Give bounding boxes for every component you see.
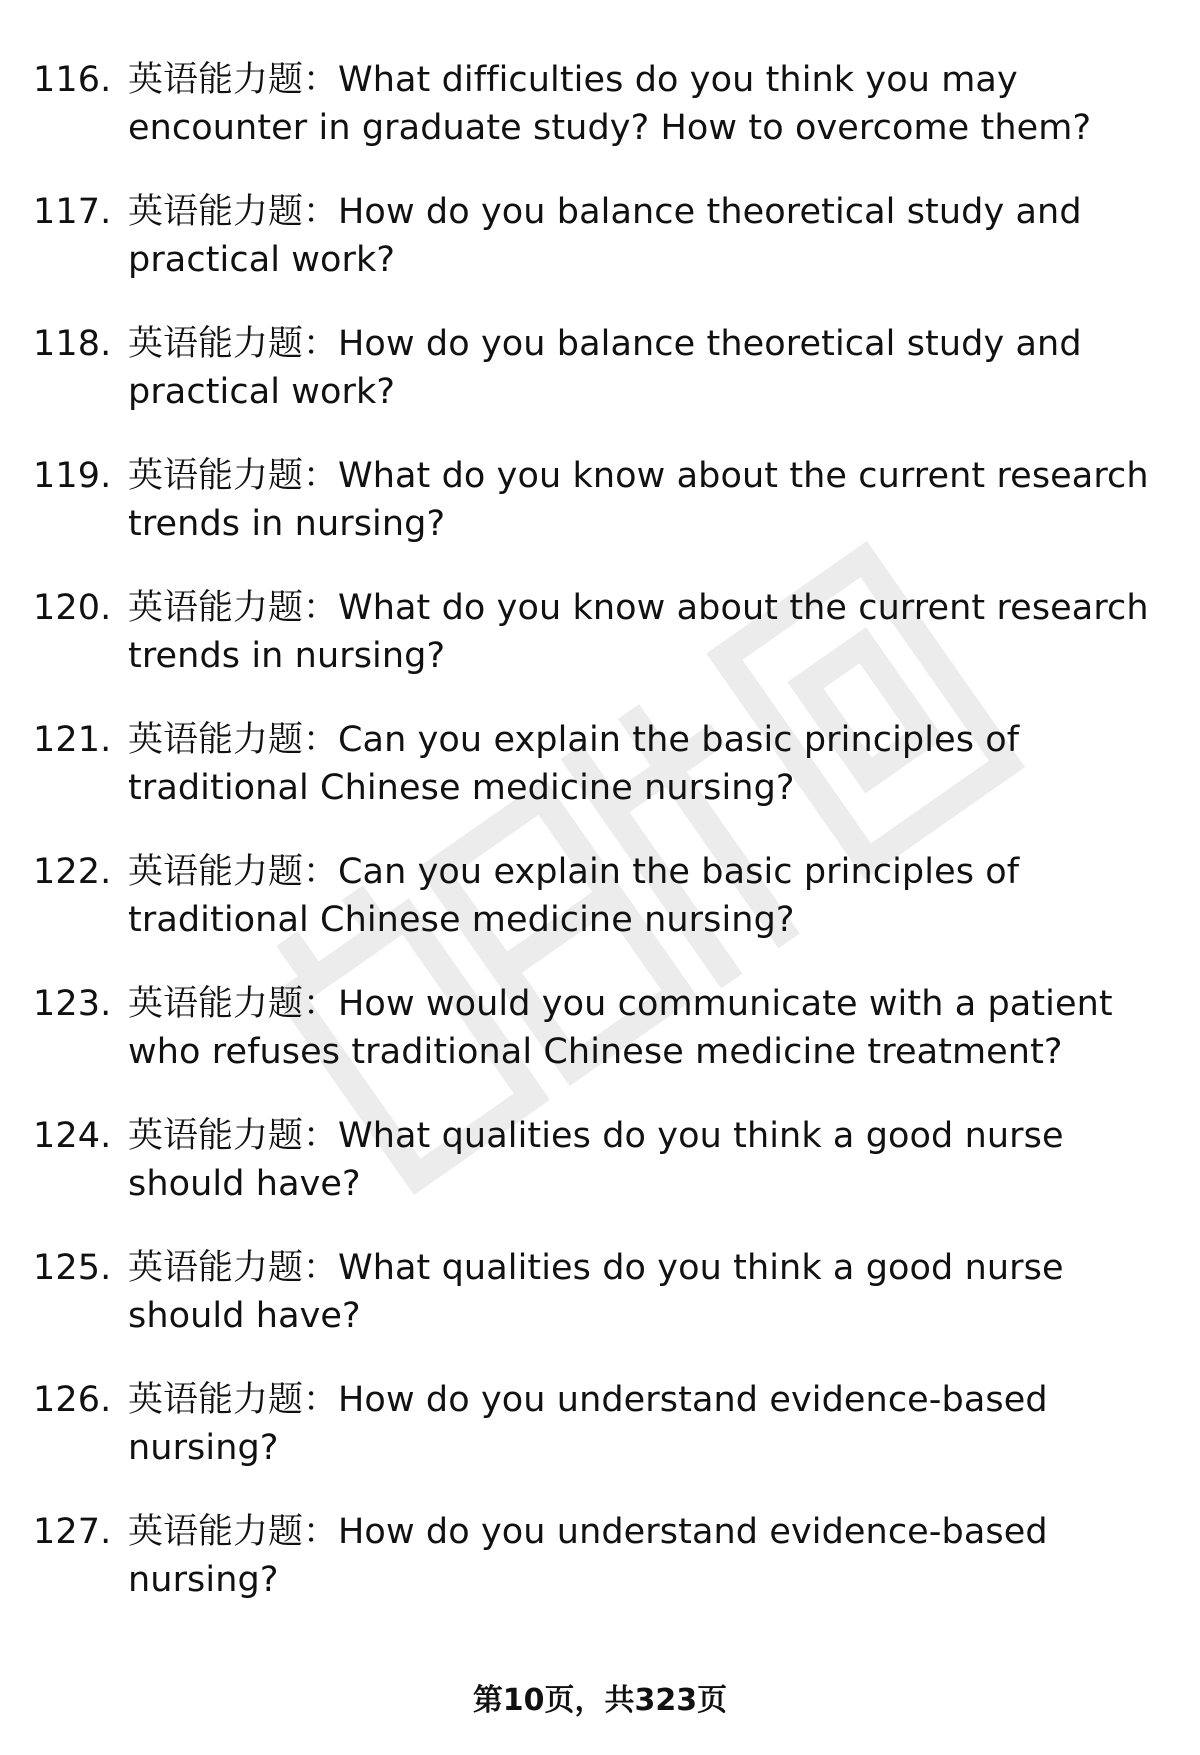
question-category: 英语能力题： <box>128 192 339 232</box>
question-text: What do you know about the current research trends in nursing? <box>128 456 1149 544</box>
question-item <box>33 188 1173 284</box>
question-number: 123. <box>33 984 112 1024</box>
question-text: What qualities do you think a good nurse should have? <box>128 1116 1064 1204</box>
question-item <box>33 320 1173 416</box>
question-number: 116. <box>33 60 112 100</box>
question-text: Can you explain the basic principles of traditional Chinese medicine nursing? <box>128 852 1020 940</box>
question-category: 英语能力题： <box>128 984 339 1024</box>
question-item <box>33 980 1173 1076</box>
question-item <box>33 452 1173 548</box>
question-number: 124. <box>33 1116 112 1156</box>
question-number: 126. <box>33 1380 112 1420</box>
question-number: 121. <box>33 720 112 760</box>
question-number: 125. <box>33 1248 112 1288</box>
question-text: How do you balance theoretical study and practical work? <box>128 192 1082 280</box>
question-item <box>33 848 1173 944</box>
question-category: 英语能力题： <box>128 852 339 892</box>
question-item <box>33 584 1173 680</box>
page-number-footer: 第10页，共323页 <box>472 1683 728 1718</box>
question-text: What qualities do you think a good nurse should have? <box>128 1248 1064 1336</box>
question-item <box>33 56 1173 152</box>
question-item <box>33 1112 1173 1208</box>
question-text: How would you communicate with a patient who refuses traditional Chinese medicine treatment? <box>128 984 1113 1072</box>
question-category: 英语能力题： <box>128 324 339 364</box>
question-number: 122. <box>33 852 112 892</box>
question-text: What difficulties do you think you may encounter in graduate study? How to overcome them? <box>128 60 1092 148</box>
question-item <box>33 1508 1173 1604</box>
question-category: 英语能力题： <box>128 1116 339 1156</box>
question-category: 英语能力题： <box>128 60 339 100</box>
question-number: 118. <box>33 324 112 364</box>
question-number: 119. <box>33 456 112 496</box>
question-number: 120. <box>33 588 112 628</box>
question-number: 127. <box>33 1512 112 1552</box>
question-category: 英语能力题： <box>128 1512 339 1552</box>
question-category: 英语能力题： <box>128 588 339 628</box>
question-category: 英语能力题： <box>128 1380 339 1420</box>
question-text: What do you know about the current research trends in nursing? <box>128 588 1149 676</box>
question-item <box>33 1376 1173 1472</box>
question-text: Can you explain the basic principles of traditional Chinese medicine nursing? <box>128 720 1020 808</box>
question-category: 英语能力题： <box>128 456 339 496</box>
question-text: How do you balance theoretical study and practical work? <box>128 324 1082 412</box>
question-category: 英语能力题： <box>128 1248 339 1288</box>
question-text: How do you understand evidence-based nursing? <box>128 1512 1048 1600</box>
question-list <box>33 56 1173 1640</box>
question-category: 英语能力题： <box>128 720 339 760</box>
question-number: 117. <box>33 192 112 232</box>
question-text: How do you understand evidence-based nursing? <box>128 1380 1048 1468</box>
question-item <box>33 716 1173 812</box>
question-item <box>33 1244 1173 1340</box>
